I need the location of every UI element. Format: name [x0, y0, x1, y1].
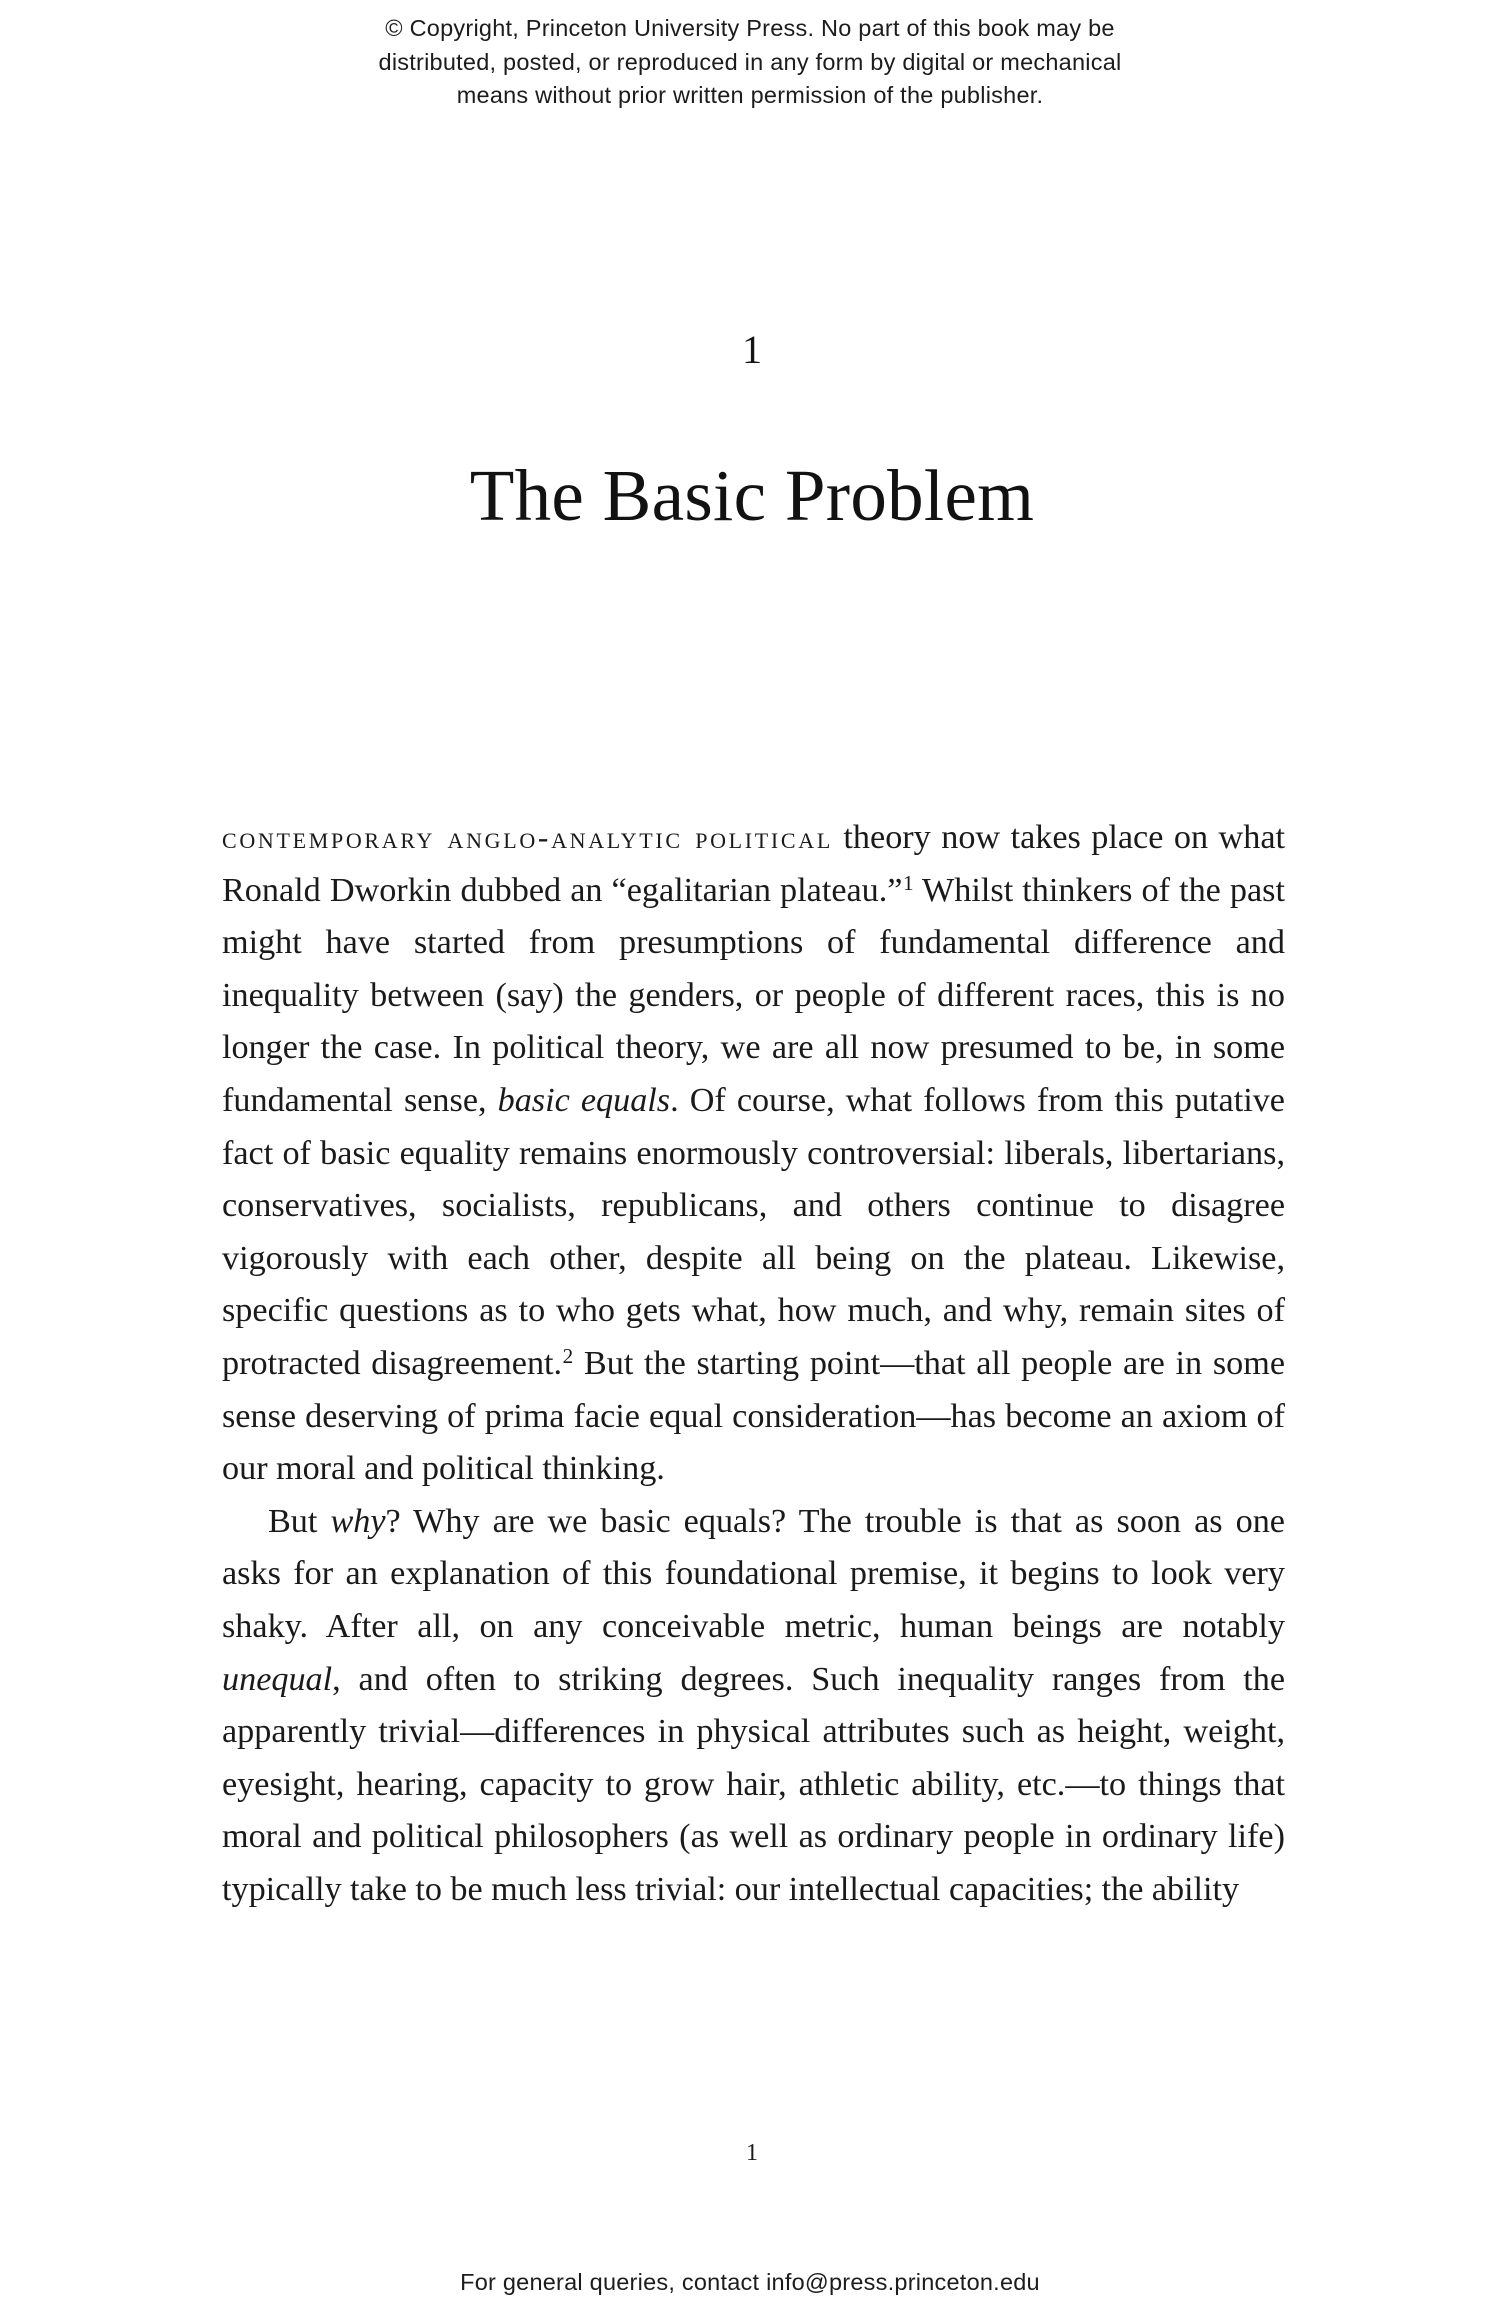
paragraph-1-text-d: But the starting point—that all people are in some sense deserving of prima facie equal consideration—has become an axiom of our moral and political thinking. — [222, 1344, 1285, 1488]
paragraph-2-text-c: , and often to striking degrees. Such inequality ranges from the apparently trivial—differences in physical attributes such as height, weight, eyesight, hearing, capacity to grow hair, athletic ability, etc.—to things that moral and political philosophers (as well as ordinary people in ordinary life) typically take to be much less trivial: our intellectual capacities; the ability — [222, 1660, 1285, 1908]
paragraph-1-italic-basic-equals: basic equals — [497, 1081, 671, 1119]
paragraph-2-text-b: ? Why are we basic equals? The trouble is that as soon as one asks for an explanation of this foundational premise, it begins to look very shaky. After all, on any conceivable metric, human beings are notably — [222, 1502, 1285, 1645]
paragraph-1 — [222, 812, 1285, 1496]
paragraph-2-italic-why: why — [330, 1502, 386, 1540]
opening-small-caps: contemporary anglo-analytic political — [222, 820, 833, 855]
body-text — [222, 812, 1285, 1916]
copyright-line-3: means without prior written permission of the publisher. — [456, 82, 1044, 109]
footnote-marker-1: 1 — [902, 870, 914, 895]
paragraph-1-text-b: Whilst thinkers of the past might have started from presumptions of fundamental difference and inequality between (say) the genders, or people of different races, this is no longer the case. In political theory, we are all now presumed to be, in some fundamental sense, — [222, 871, 1285, 1119]
paragraph-2-text-a: But — [268, 1502, 331, 1540]
queries-footer: For general queries, contact info@press.princeton.edu — [460, 2269, 1040, 2295]
paragraph-2 — [222, 1496, 1285, 1917]
page-number: 1 — [746, 2140, 758, 2166]
copyright-line-2: distributed, posted, or reproduced in any form by digital or mechanical — [378, 48, 1122, 75]
footnote-marker-2: 2 — [562, 1343, 574, 1368]
paragraph-1-text-c: . Of course, what follows from this putative fact of basic equality remains enormously controversial: liberals, libertarians, conservatives, socialists, republicans, and others continue to disagree vigorously with each other, despite all being on the plateau. Likewise, specific questions as to who gets what, how much, and why, remain sites of protracted disagreement. — [222, 1081, 1285, 1382]
paragraph-1-text-a: theory now takes place on what Ronald Dworkin dubbed an “egalitarian plateau.” — [222, 819, 1285, 909]
copyright-line-1: © Copyright, Princeton University Press. No part of this book may be — [385, 15, 1115, 41]
paragraph-2-italic-unequal: unequal — [222, 1660, 333, 1698]
chapter-title: The Basic Problem — [469, 455, 1035, 536]
copyright-notice — [0, 12, 1500, 113]
chapter-number: 1 — [742, 327, 762, 372]
